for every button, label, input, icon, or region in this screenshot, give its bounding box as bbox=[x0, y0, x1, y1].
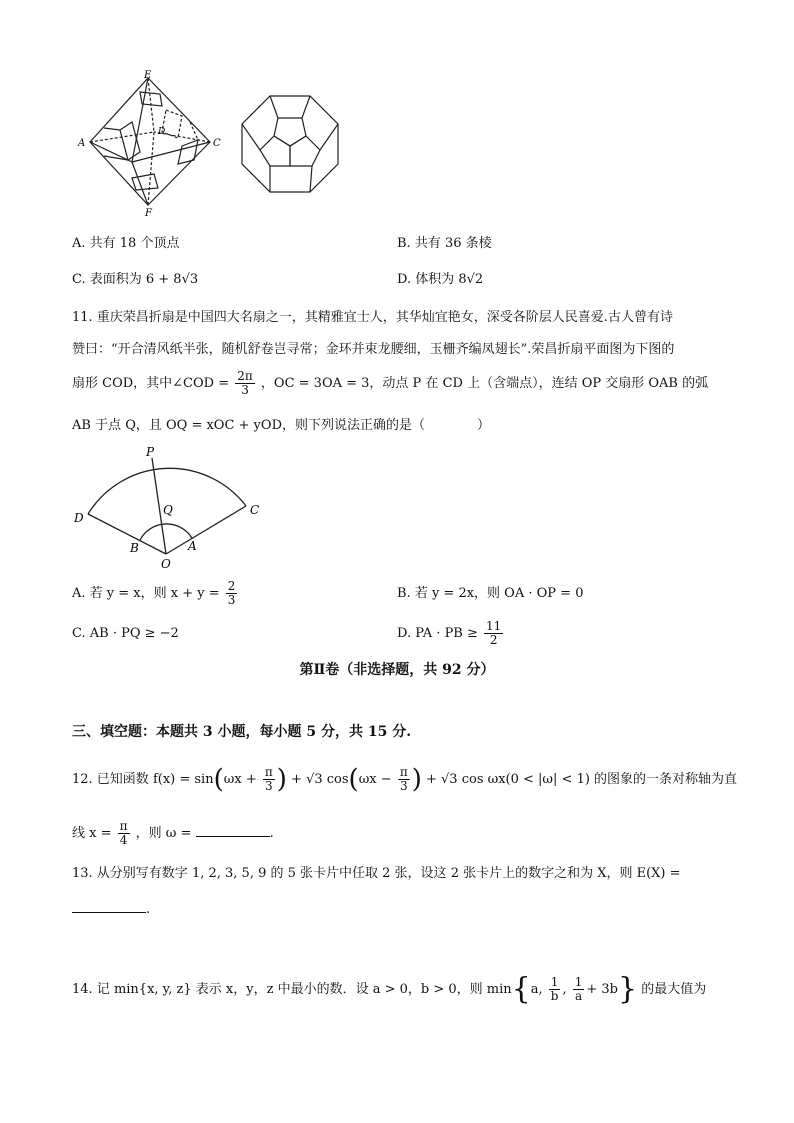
octahedron-figure bbox=[70, 70, 230, 220]
label-p: P bbox=[146, 445, 155, 459]
q11-line-1: 11. 重庆荣昌折扇是中国四大名扇之一，其精雅宜士人，其华灿宜艳女，深受各阶层人民喜爱.古人曾有诗 bbox=[72, 310, 673, 325]
label-f: F bbox=[145, 208, 152, 219]
label-c: C bbox=[250, 503, 260, 517]
label-a: A bbox=[188, 539, 197, 553]
q11-line-3: 扇形 COD，其中∠COD = $\frac{2\pi}{3}$ ，OC = 3OA = 3，动点 P 在 CD 上（含端点），连结 OP 交扇形 OAB 的弧 bbox=[72, 369, 709, 397]
label-d: D bbox=[158, 127, 166, 137]
q14-line-1: 14. 记 min{x, y, z} 表示 x，y，z 中最小的数．设 a > 0，b > 0，则 min{a, $\frac{1}{b}$ , $\frac{1}{a}$ + 3b} 的最大值为 bbox=[72, 971, 707, 1007]
q11-option-b: B. 若 y = 2x，则 OA · OP = 0 bbox=[397, 586, 584, 601]
q11-option-d: D. PA · PB ≥ $\frac{11}{2}$ bbox=[397, 619, 502, 647]
q11-option-c: C. AB · PQ ≥ −2 bbox=[72, 626, 179, 641]
answer-blank-12[interactable] bbox=[196, 824, 270, 837]
q13-line-2: . bbox=[72, 900, 150, 920]
label-e: E bbox=[144, 70, 152, 81]
label-c: C bbox=[213, 138, 221, 149]
q10-option-d: D. 体积为 8√2 bbox=[397, 272, 484, 287]
label-q: Q bbox=[163, 503, 173, 517]
section-2-title: 第Ⅱ卷（非选择题，共 92 分） bbox=[299, 662, 495, 678]
q10-option-c: C. 表面积为 6 + 8√3 bbox=[72, 272, 199, 287]
label-d: D bbox=[74, 511, 84, 525]
q11-option-a: A. 若 y = x，则 x + y = $\frac{2}{3}$ bbox=[72, 579, 236, 607]
truncated-octahedron-figure bbox=[238, 92, 342, 196]
q11-line-4: AB 于点 Q，且 OQ = xOC + yOD，则下列说法正确的是（ ） bbox=[72, 418, 490, 433]
q10-option-a: A. 共有 18 个顶点 bbox=[72, 236, 180, 251]
q13-line-1: 13. 从分别写有数字 1, 2, 3, 5, 9 的 5 张卡片中任取 2 张，设这 2 张卡片上的数字之和为 X，则 E(X) = bbox=[72, 866, 681, 881]
label-a: A bbox=[78, 138, 86, 149]
q12-line-2: 线 x = $\frac{\pi}{4}$ ，则 ω = . bbox=[72, 819, 274, 847]
label-b: B bbox=[130, 541, 139, 555]
label-o: O bbox=[161, 557, 171, 570]
fan-figure bbox=[70, 444, 270, 570]
q12-line-1: 12. 已知函数 f(x) = sin(ωx + $\frac{\pi}{3}$ ) + √3 cos(ωx − $\frac{\pi}{3}$ ) + √3 cos ωx(0 < |ω| < 1) 的图象的一条对称轴为直 bbox=[72, 764, 738, 795]
section-3-title: 三、填空题：本题共 3 小题，每小题 5 分，共 15 分. bbox=[72, 724, 412, 740]
q11-line-2: 赞曰：“开合清风纸半张，随机舒卷岂寻常；金环并束龙腰细，玉栅齐编凤翅长”.荣昌折扇平面图为下图的 bbox=[72, 342, 675, 357]
q10-option-b: B. 共有 36 条棱 bbox=[397, 236, 492, 251]
fraction-2pi-3: $\frac{2\pi}{3}$ bbox=[237, 369, 253, 397]
answer-blank-13[interactable] bbox=[72, 900, 146, 913]
